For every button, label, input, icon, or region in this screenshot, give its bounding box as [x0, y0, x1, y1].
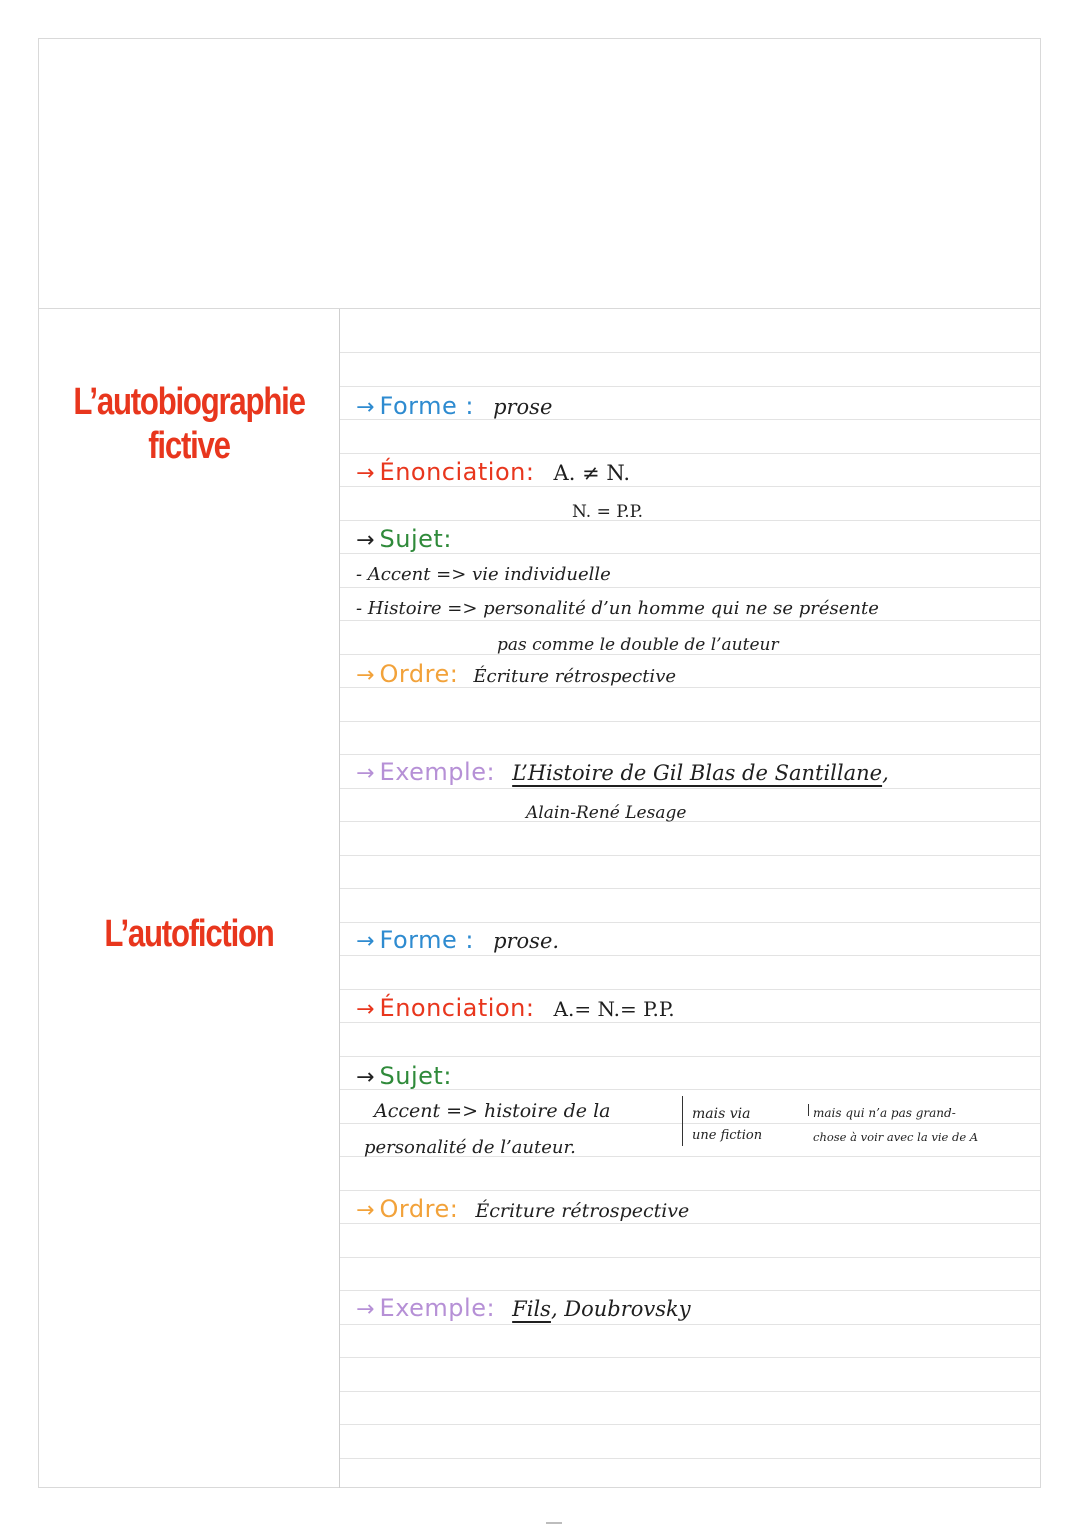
enonciation-label: Énonciation:	[379, 458, 535, 486]
arrow-icon: →	[356, 929, 375, 954]
enonciation-value: A.= N.= P.P.	[553, 997, 675, 1021]
exemple-row	[356, 758, 889, 786]
sujet-row	[356, 525, 452, 553]
ruled-line	[340, 1324, 1040, 1325]
ruled-line	[340, 1290, 1040, 1291]
ruled-line	[340, 955, 1040, 956]
title-line: fictive	[148, 425, 230, 467]
ruled-line	[340, 721, 1040, 722]
forme-value: prose	[493, 395, 553, 419]
ordre-label: Ordre:	[379, 1195, 459, 1223]
ruled-line	[340, 553, 1040, 554]
exemple-label: Exemple:	[379, 1294, 496, 1322]
arrow-icon: →	[356, 1065, 375, 1090]
arrow-icon: →	[356, 461, 375, 486]
sujet-text: Accent => histoire de la	[374, 1100, 611, 1122]
arrow-icon: →	[356, 761, 375, 786]
exemple-author: Alain-René Lesage	[526, 803, 687, 823]
ruled-line	[340, 888, 1040, 889]
ruled-line	[340, 386, 1040, 387]
ruled-line	[340, 922, 1040, 923]
ruled-line	[340, 587, 1040, 588]
ruled-line	[340, 486, 1040, 487]
arrow-icon: →	[356, 663, 375, 688]
enonciation-row	[356, 458, 630, 486]
section-title-autobiographie	[67, 380, 311, 468]
separator-bar	[682, 1096, 683, 1146]
arrow-icon: →	[356, 528, 375, 553]
ruled-line	[340, 855, 1040, 856]
enonciation-value: N. = P.P.	[572, 502, 644, 522]
forme-value: prose.	[493, 929, 560, 953]
ruled-line	[340, 1391, 1040, 1392]
sujet-text: - Accent => vie individuelle	[356, 564, 611, 585]
ruled-line	[340, 520, 1040, 521]
forme-row	[356, 392, 552, 420]
sujet-text: pas comme le double de l’auteur	[497, 635, 779, 655]
ruled-line	[340, 1190, 1040, 1191]
enonciation-value: A. ≠ N.	[553, 461, 631, 485]
ordre-row	[356, 1195, 689, 1223]
ruled-line	[340, 1357, 1040, 1358]
arrow-icon: →	[356, 1198, 375, 1223]
ruled-line	[340, 1056, 1040, 1057]
section-title-autofiction: L’autofiction	[104, 913, 274, 955]
ruled-line	[340, 1458, 1040, 1459]
forme-row	[356, 926, 559, 954]
page-bottom-mark	[546, 1522, 562, 1524]
sujet-text: personalité de l’auteur.	[364, 1137, 576, 1158]
ruled-line	[340, 989, 1040, 990]
ruled-line	[340, 821, 1040, 822]
exemple-label: Exemple:	[379, 758, 496, 786]
ruled-line	[340, 453, 1040, 454]
ordre-value: Écriture rétrospective	[475, 1200, 690, 1222]
ruled-line	[340, 1022, 1040, 1023]
arrow-icon: →	[356, 395, 375, 420]
aside-note: chose à voir avec la vie de A	[813, 1130, 979, 1144]
separator-bar	[808, 1104, 809, 1116]
ruled-line	[340, 1123, 1040, 1124]
title-line: L’autobiographie	[73, 381, 305, 423]
arrow-icon: →	[356, 1297, 375, 1322]
aside-note: une fiction	[692, 1128, 763, 1143]
exemple-title: Fils	[512, 1297, 551, 1321]
ordre-label: Ordre:	[379, 660, 459, 688]
ruled-line	[340, 620, 1040, 621]
forme-label: Forme :	[379, 392, 474, 420]
sujet-text: - Histoire => personalité d’un homme qui ne se présente	[356, 598, 879, 619]
ordre-value: Écriture rétrospective	[473, 666, 677, 687]
exemple-row	[356, 1294, 691, 1322]
ruled-line	[340, 1424, 1040, 1425]
enonciation-label: Énonciation:	[379, 994, 535, 1022]
arrow-icon: →	[356, 997, 375, 1022]
ruled-line	[340, 352, 1040, 353]
ruled-line	[340, 788, 1040, 789]
exemple-comma: ,	[882, 761, 889, 785]
enonciation-row	[356, 994, 675, 1022]
aside-note: mais qui n’a pas grand-	[813, 1106, 956, 1120]
sujet-label: Sujet:	[379, 525, 452, 553]
ruled-line	[340, 1223, 1040, 1224]
ruled-line	[340, 1257, 1040, 1258]
ordre-row	[356, 660, 676, 688]
sujet-label: Sujet:	[379, 1062, 452, 1090]
forme-label: Forme :	[379, 926, 474, 954]
ruled-line	[340, 754, 1040, 755]
sujet-row	[356, 1062, 452, 1090]
exemple-title: L’Histoire de Gil Blas de Santillane	[512, 761, 883, 785]
aside-note: mais via	[692, 1106, 751, 1122]
exemple-author: , Doubrovsky	[550, 1297, 691, 1321]
